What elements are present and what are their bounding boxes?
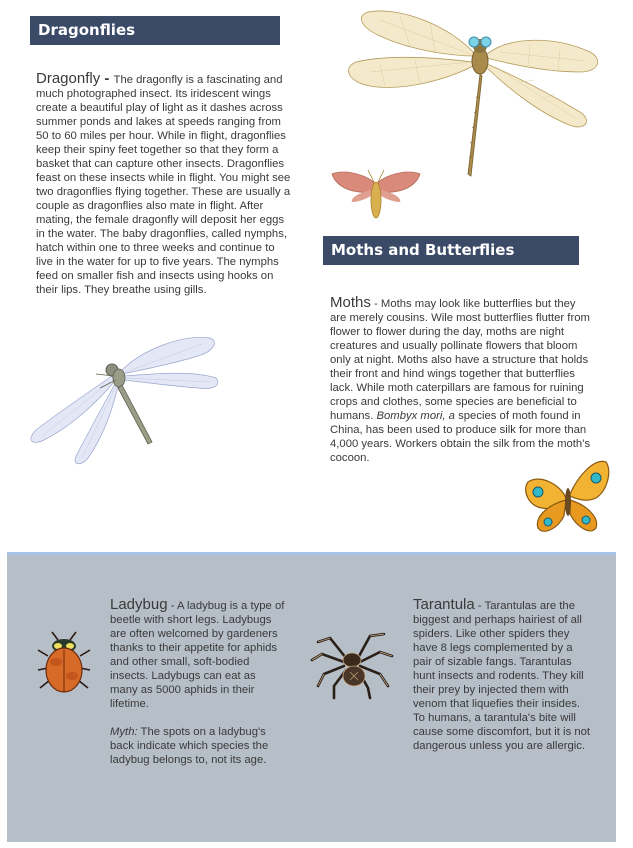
tarantula-body: Tarantulas are the biggest and perhaps hairiest of all spiders. Like other spiders they have 8 legs complemented by a pair of sizable fangs. Tarantulas hunt insects and rodents. They kill their prey by injected them with venom that liquefies their insides. To humans, a tarantula's bite will cause some discomfort, but it is not dangerous unless you are allergic. <box>413 600 591 752</box>
moths-separator: - <box>370 298 381 310</box>
ladybug-text <box>110 598 286 767</box>
dragonfly-body: The dragonfly is a fascinating and much photographed insect. Its iridescent wings create a beautiful play of light as it dashes across summer ponds and lakes at speeds ranging from 50 to 60 miles per hour. While in flight, dragonflies keep their spiny feet together so that they form a basket that can capture other insects. Dragonflies feast on these insects while in flight. You might see two dragonflies flying together. These are usually a couple as dragonflies also mate in flight. After mating, the female dragonfly will deposit her eggs in the water. The baby dragonflies, called nymphs, hatch within one to three weeks and continue to live in the water for up to five years. The nymphs feed on smaller fish and insects using hooks on their lips. They breathe using gills. <box>36 74 291 296</box>
ladybug-illustration <box>36 630 92 696</box>
moths-species: Bombyx mori, a <box>376 410 455 422</box>
blue-dragonfly-illustration <box>22 330 222 466</box>
ladybug-separator: - <box>167 600 177 612</box>
moths-body-2: species of moth found in China, has been used to produce silk for more than 4,000 years. Workers obtain the silk from the moth's cocoon. <box>330 410 591 464</box>
moths-body-1: Moths may look like butterflies but they are merely cousins. Wile most butterflies flutter from flower to flower during the day, moths are night creatures and usually pollinate flowers that bloom only at night. Moths also have a structure that holds their front and hind wings together that butterflies lack. While moth caterpillars are famous for ruining crops and clothes, some species are beneficial to humans. <box>330 298 590 422</box>
dragonflies-header: Dragonflies <box>30 16 280 45</box>
tarantula-text <box>413 598 593 753</box>
dragonfly-title: Dragonfly <box>36 70 101 87</box>
moths-header: Moths and Butterflies <box>323 236 579 265</box>
butterfly-illustration <box>520 456 614 540</box>
ladybug-title: Ladybug <box>110 596 168 613</box>
ladybug-myth: The spots on a ladybug's back indicate which species the ladybug belongs to, not its age. <box>110 726 269 766</box>
moth-text <box>330 296 592 465</box>
tarantula-illustration <box>310 628 394 700</box>
dragonfly-text <box>36 72 294 297</box>
tarantula-separator: - <box>474 600 485 612</box>
tarantula-title: Tarantula <box>413 596 475 613</box>
moth-illustration <box>330 164 422 222</box>
ladybug-body: A ladybug is a type of beetle with short legs. Ladybugs are often welcomed by gardeners thanks to their appetite for aphids and other small, soft-bodied insects. Ladybugs can eat as many as 5000 aphids in their lifetime. <box>110 600 285 710</box>
ladybug-myth-label: Myth: <box>110 726 138 738</box>
dragonfly-separator: - <box>100 70 114 87</box>
moths-title: Moths <box>330 294 371 311</box>
